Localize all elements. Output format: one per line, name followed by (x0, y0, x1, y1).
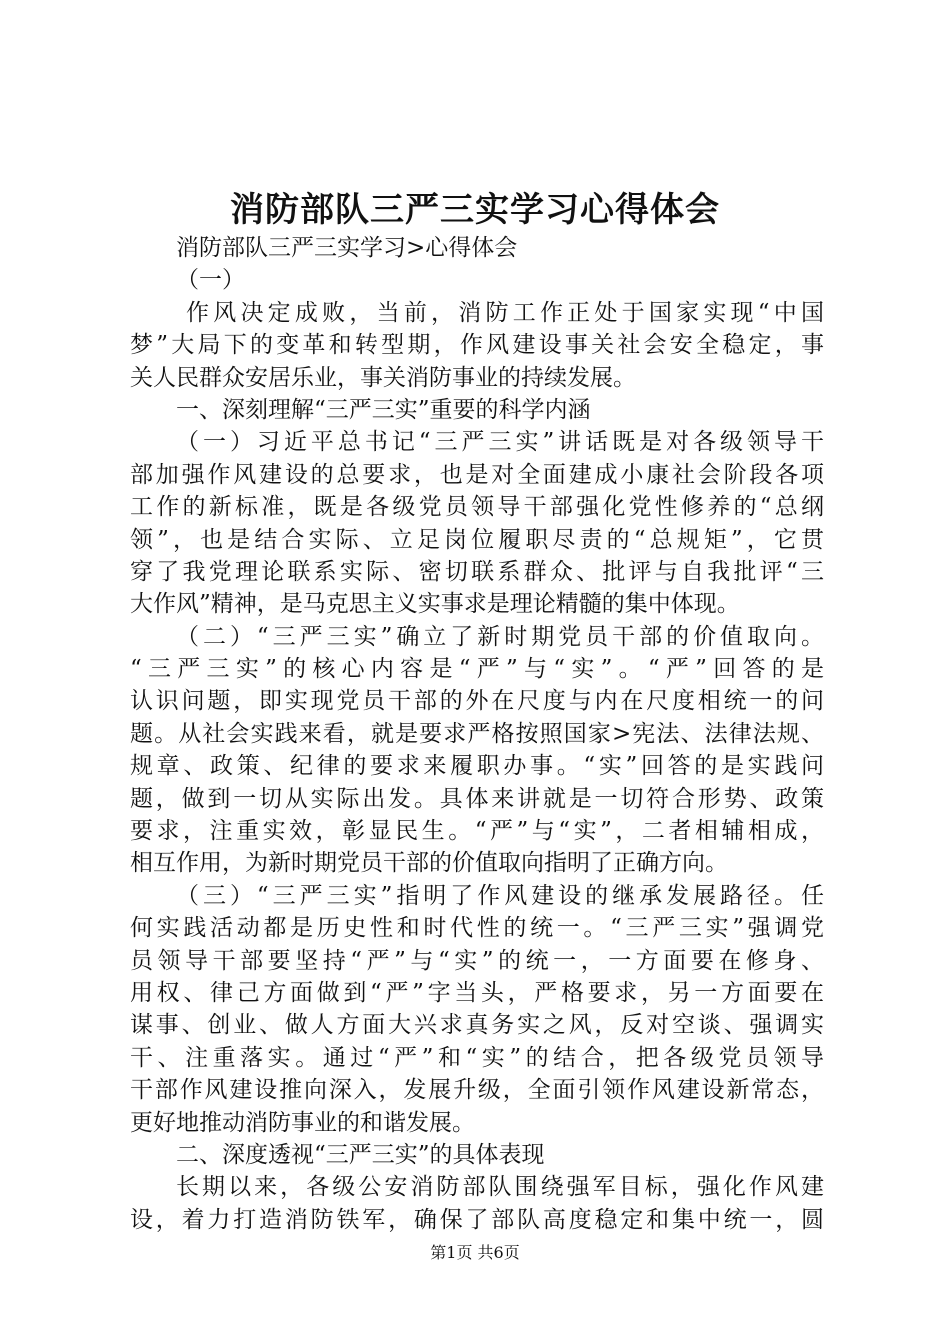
body-line: 穿了我党理论联系实际、密切联系群众、批评与自我批评“三 (130, 558, 824, 585)
body-line: （三）“三严三实”指明了作风建设的继承发展路径。任 (176, 882, 824, 909)
body-line: 一、深刻理解“三严三实”重要的科学内涵 (176, 396, 591, 423)
body-line: 干部作风建设推向深入，发展升级，全面引领作风建设新常态， (130, 1077, 824, 1104)
body-line: 二、深度透视“三严三实”的具体表现 (176, 1141, 545, 1168)
body-line: 部加强作风建设的总要求，也是对全面建成小康社会阶段各项 (130, 461, 824, 488)
page-footer: 第1页 共6页 (430, 1243, 520, 1262)
body-line: 梦”大局下的变革和转型期，作风建设事关社会安全稳定，事 (130, 332, 824, 359)
document-body (130, 232, 824, 1236)
body-line: 认识问题，即实现党员干部的外在尺度与内在尺度相统一的问 (130, 688, 824, 715)
body-line: 干、注重落实。通过“严”和“实”的结合，把各级党员领导 (130, 1044, 824, 1071)
body-line: 题。从社会实践来看，就是要求严格按照国家>宪法、法律法规、 (130, 720, 824, 747)
body-line: “三严三实”的核心内容是“严”与“实”。“严”回答的是 (130, 656, 824, 683)
body-line: 员领导干部要坚持“严”与“实”的统一，一方面要在修身、 (130, 947, 824, 974)
body-line: 谋事、创业、做人方面大兴求真务实之风，反对空谈、强调实 (130, 1012, 824, 1039)
body-line: 题，做到一切从实际出发。具体来讲就是一切符合形势、政策 (130, 785, 824, 812)
body-line: 工作的新标准，既是各级党员领导干部强化党性修养的“总纲 (130, 494, 824, 521)
body-line: 何实践活动都是历史性和时代性的统一。“三严三实”强调党 (130, 915, 824, 942)
body-line: （一） (176, 267, 245, 294)
body-line: 要求，注重实效，彰显民生。“严”与“实”，二者相辅相成， (130, 818, 824, 845)
body-line: 长期以来，各级公安消防部队围绕强军目标，强化作风建 (176, 1174, 824, 1201)
body-line: 关人民群众安居乐业，事关消防事业的持续发展。 (130, 364, 636, 391)
document-title: 消防部队三严三实学习心得体会 (230, 190, 720, 230)
body-line: 用权、律己方面做到“严”字当头，严格要求，另一方面要在 (130, 979, 824, 1006)
body-line: （一）习近平总书记“三严三实”讲话既是对各级领导干 (176, 429, 824, 456)
body-line: 更好地推动消防事业的和谐发展。 (130, 1109, 475, 1136)
body-line: 消防部队三严三实学习>心得体会 (176, 235, 518, 261)
body-line: 相互作用，为新时期党员干部的价值取向指明了正确方向。 (130, 850, 728, 877)
body-line: 大作风”精神，是马克思主义实事求是理论精髓的集中体现。 (130, 591, 740, 618)
body-line: 领”，也是结合实际、立足岗位履职尽责的“总规矩”，它贯 (130, 526, 824, 553)
body-line: 作风决定成败，当前，消防工作正处于国家实现“中国 (186, 299, 824, 326)
body-line: 设，着力打造消防铁军，确保了部队高度稳定和集中统一，圆 (130, 1206, 824, 1233)
body-line: 规章、政策、纪律的要求来履职办事。“实”回答的是实践问 (130, 753, 824, 780)
body-line: （二）“三严三实”确立了新时期党员干部的价值取向。 (176, 623, 824, 650)
